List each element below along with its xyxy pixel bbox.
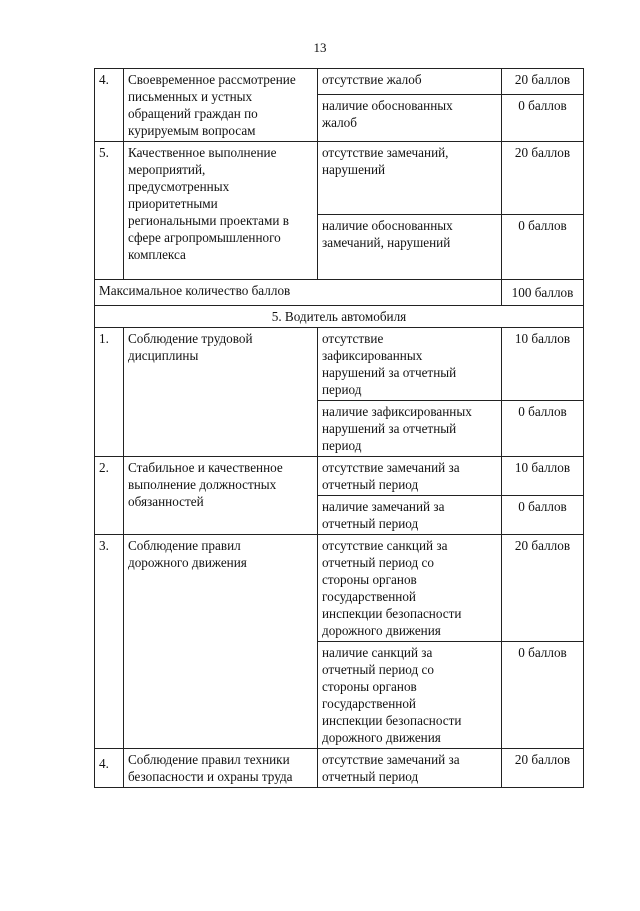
score-cell: 10 баллов [502,457,584,496]
score-cell: 20 баллов [502,142,584,215]
criterion-cell: Соблюдение правил дорожного движения [124,535,318,749]
score-cell: 20 баллов [502,69,584,95]
score-cell: 0 баллов [502,95,584,142]
score-cell: 20 баллов [502,535,584,642]
condition-cell: отсутствие замечаний за отчетный период [318,749,502,788]
row-number: 4. [95,749,124,788]
condition-cell: наличие санкций за отчетный период со стороны органов государственной инспекции безопасности дорожного движения [318,642,502,749]
table-row [95,535,584,642]
row-number: 1. [95,328,124,457]
table-row [95,142,584,215]
score-cell: 0 баллов [502,496,584,535]
table-row [95,328,584,401]
table-row [95,69,584,95]
table-row [95,457,584,496]
condition-cell: наличие обоснованных замечаний, нарушений [318,215,502,280]
total-value: 100 баллов [502,280,584,306]
row-number: 3. [95,535,124,749]
criteria-table [94,68,584,788]
score-cell: 0 баллов [502,401,584,457]
condition-cell: отсутствие замечаний за отчетный период [318,457,502,496]
criterion-cell: Своевременное рассмотрение письменных и устных обращений граждан по курируемым вопросам [124,69,318,142]
score-cell: 0 баллов [502,215,584,280]
section-title: 5. Водитель автомобиля [95,306,584,328]
score-cell: 10 баллов [502,328,584,401]
page-number: 13 [313,40,327,55]
condition-cell: отсутствие зафиксированных нарушений за отчетный период [318,328,502,401]
criterion-cell: Соблюдение правил техники безопасности и охраны труда [124,749,318,788]
score-cell: 0 баллов [502,642,584,749]
table-row [95,749,584,788]
criterion-cell: Стабильное и качественное выполнение должностных обязанностей [124,457,318,535]
total-row [95,280,584,306]
row-number: 5. [95,142,124,280]
criterion-cell: Соблюдение трудовой дисциплины [124,328,318,457]
score-cell: 20 баллов [502,749,584,788]
condition-cell: отсутствие жалоб [318,69,502,95]
condition-cell: отсутствие замечаний, нарушений [318,142,502,215]
condition-cell: отсутствие санкций за отчетный период со стороны органов государственной инспекции безопасности дорожного движения [318,535,502,642]
total-label: Максимальное количество баллов [95,280,502,306]
section-header-row [95,306,584,328]
condition-cell: наличие обоснованных жалоб [318,95,502,142]
condition-cell: наличие зафиксированных нарушений за отчетный период [318,401,502,457]
condition-cell: наличие замечаний за отчетный период [318,496,502,535]
row-number: 4. [95,69,124,142]
criterion-cell: Качественное выполнение мероприятий, предусмотренных приоритетными региональными проектами в сфере агропромышленного комплекса [124,142,318,280]
row-number: 2. [95,457,124,535]
